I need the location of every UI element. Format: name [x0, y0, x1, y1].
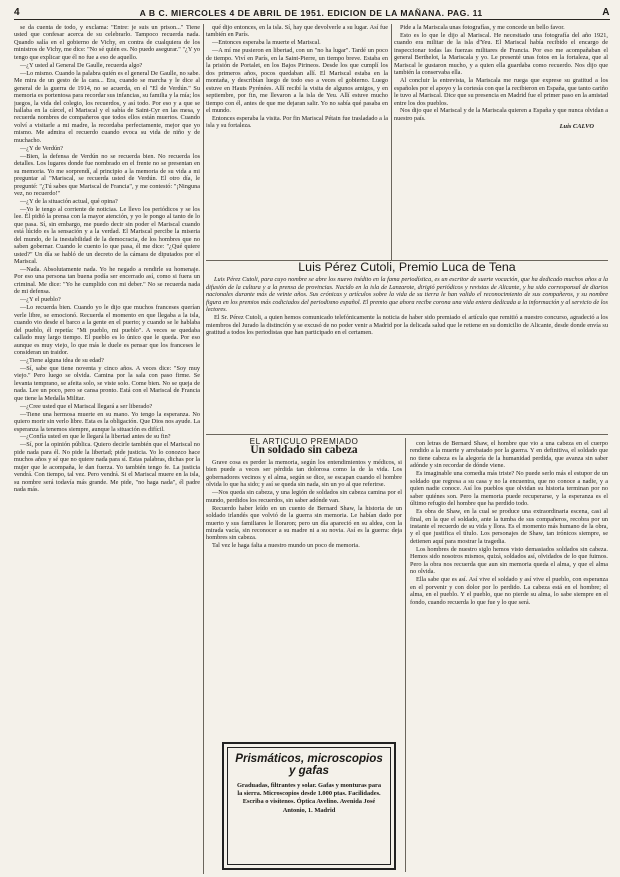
interview-paragraph: Pide a la Mariscala unas fotografías, y me concede un bello favor. [400, 24, 565, 31]
section-divider [206, 434, 608, 435]
interview-paragraph: —Sí, sabe que tiene noventa y cinco años. A veces dice: "Soy muy viejo." Pero luego se olvida. Camina por la sala con paso firme. Se levanta temprano, se afeita solo, se viste solo. Come bien. No se queja de nada. Lee un poco, pero se cansa pronto. Está con el Mariscal de Francia que tiene la Medalla Militar. [14, 364, 200, 402]
interview-paragraph: —¿Confía usted en que le llegará la libertad antes de su fin? [20, 433, 171, 441]
article-paragraph: Los hombres de nuestro siglo hemos visto demasiados soldados sin cabeza. Hemos sido nosotros mismos, quizá, soldados así, olvidados de lo que fuimos. Pero la obra nos recuerda que aun sin memoria queda el alma, y que el alma no olvida. [410, 545, 608, 576]
advertisement-frame [227, 747, 391, 865]
article-title: Un soldado sin cabeza [250, 444, 358, 457]
interview-column [14, 24, 200, 874]
interview-paragraph: —¿Cree usted que el Mariscal llegará a ser liberado? [20, 402, 153, 410]
interview-paragraph: —Nada. Absolutamente nada. Yo he negado a rendirle su homenaje. Por eso una persona tan buena podía ser encerrado así, como si fuera un criminal. Me dice: "Yo he cumplido con mi deber." No se recuerda nada de mi defensa. [14, 266, 200, 296]
interview-paragraph: Al concluir la entrevista, la Mariscala me ruega que exprese su gratitud a los españoles por el apoyo y la cortesía con que la recibieron en España, que tanto cariño le tuvo al Mariscal. Dice que su presencia en Madrid fue el primer paso en la amistad entre los dos pueblos. [394, 77, 608, 107]
interview-paragraph: Entonces esperaba la visita. Por fin Mariscal Pétain fue trasladado a la isla y su fortaleza. [206, 114, 388, 130]
article-paragraph: Ella sabe que es así. Así vive el soldado y así vive el pueblo, con esperanza en el porvenir y con dolor por lo perdido. La cabeza está en el hombre; el alma, en el pueblo. Y el pueblo, que no pierde su alma, lo sabe siempre en el fondo, cuando recuerda lo que fue y lo que será. [410, 576, 608, 606]
author-signature: Luis CALVO [559, 123, 594, 131]
article-paragraph: —Nos queda sin cabeza, y una legión de soldados sin cabeza camina por el mundo, perdidos los recuerdos, sin saber adónde van. [206, 489, 402, 504]
interview-paragraph: —Yo le tengo al corriente de noticias. Le llevo los periódicos y se los lee. Él pidió la prensa con la mayor atención, y yo le pongo al tanto de lo que pasa. Sí, sin embargo, me puedo decir sin poder el Mariscal cuando está lúcido es la sensación y a la verdad. El Mariscal percibe la miseria del mundo, de la inestabilidad de la democracia, de los hombres que no saben gobernar. Cuando le cuento lo que pasa, él me dice: "¿Qué quiere usted?" Un día se habló de un decreto de la cámara de diputados por el Mariscal. [14, 205, 200, 266]
column-divider [203, 24, 204, 874]
prize-body: El Sr. Pérez Cutoli, a quien hemos comunicado telefónicamente la noticia de haber sido premiado el artículo que remitió a nuestro concurso, agradeció a los miembros del Jurado la distinción y se excusó de no poder venir a Madrid por la delicada salud que le retiene en su domicilio de Alicante, desde donde envía su gratitud a todos los periodistas que han participado en el certamen. [206, 314, 608, 337]
interview-paragraph: —Sí, por la opinión pública. Quiero decirle también que el Mariscal no pide nada para él. No pide la libertad; pide justicia. Yo lo conozco hace muchos años y sé que no quiere nada para sí. Estas palabras, dichas por la mujer que le acompaña, le dan fuerza. Yo también tengo fe. La justicia vendrá. Con tiempo, tal vez. Pero vendrá. Si el Mariscal muere en la isla, su nombre será todavía más grande. Me pide, "no haga nada", él padre nada más. [14, 441, 200, 494]
article-paragraph: Tal vez le haga falta a nuestro mundo un poco de memoria. [212, 542, 360, 550]
interview-paragraph: —Bien, la defensa de Verdún no se recuerda bien. No recuerda los detalles. Los lugares donde fue nombrado en el frente no se presentan en su memoria. Yo me sorprendí, al principio a la memoria de su vida a mi preguntar al "Mariscal, se recuerda usted de Verdún. El otro día, le pregunté: "¿Tú sabes que Mariscal de Francia", y me contestó: "¡Ninguna vez, no recuerdo!" [14, 152, 200, 197]
interview-paragraph: —¿Y de la situación actual, qué opina? [20, 197, 118, 205]
article-paragraph: Recuerdo haber leído en un cuento de Bernard Shaw, la historia de un soldado irlandés que volvió de la guerra sin memoria. Le habían dado por muerto y sus familiares le lloraron; pero un día apareció en su aldea, con la mirada vacía, sin reconocer a su madre ni a su novia. Así es la guerra: deja hombres sin cabeza. [206, 504, 402, 542]
interview-paragraph: —¿Tiene alguna idea de su edad? [20, 356, 104, 364]
interview-paragraph: —Entonces esperaba la muerte el Mariscal. [212, 39, 321, 47]
mariscala-column [394, 24, 608, 272]
prize-title: Luis Pérez Cutoli, Premio Luca de Tena [298, 262, 516, 274]
interview-paragraph: —¿Y el pueblo? [20, 296, 61, 304]
interview-paragraph: Esto es lo que le dijo al Mariscal. He necesitado una fotografía del año 1921, cuando era militar de la isla d'Yeu. El Mariscal había recibido el encargo de inspeccionar todas las fuerzas militares de Francia. Por eso me acompañaban el general Berthelot, la Mariscala y yo. Le presenté unas fotos en la fortaleza, que al Mariscal le gustaron mucho, y a quien ella guardaba como recuerdo. Nos dijo que también la conservaba ella. [394, 31, 608, 77]
optics-advertisement [222, 742, 396, 870]
interview-paragraph: —Lo recuerda bien. Cuando yo le dijo que muchos franceses querían verle libre, se emocionó. Recuerda el momento en que llegaba a la isla, cuando vio desde el barco a la gente en el puerto; y cuando se le hablaba del pueblo, él repetía: "Mi pueblo, mi pueblo". A veces se quedaba callado muy largo tiempo. El pueblo es lo único que le queda. Por eso aunque es muy viejo, lo que más le duele es pensar que los franceses le consideran un traidor. [14, 304, 200, 356]
article-paragraph: Es imaginable una comedia más triste? No puede serlo más el estupor de un soldado que regresa a su casa y no la encuentra, que no conoce a nadie, y a quien nadie conoce. Así los pueblos que olvidan su historia terminan por no saber quiénes son. Pero la memoria puede recuperarse, y la esperanza es el último refugio del hombre que ha perdido todo. [410, 470, 608, 508]
header-right-mark: A [602, 7, 610, 18]
prize-intro: Luis Pérez Cutoli, para cuyo nombre se abre los nuevo inédito en la fama periodística, es un escritor de suerte vocación, que ha dedicado muchos años a la difusión de la cultura y a la prensa de provincias. Nacido en la isla de Lanzarote, dirigió periódicos y revistas de Alicante, y ha sido corresponsal de diarios nacionales durante más de veinte años. Sus crónicas y artículos sobre la vida de su tierra le han valido el reconocimiento de sus compañeros, y su nombre figura en los premios más codiciados del periodismo español. El premio que ahora recibe corona una vida entera dedicada a la información y al servicio de los lectores. [206, 276, 608, 314]
interview-paragraph: —Tiene una hermosa muerte en su mano. Yo tengo la esperanza. No quiero morir sin verlo libre. Esta es la obligación. Que Dios nos ayude. La esperanza la tenemos siempre, aunque la situación es difícil. [14, 410, 200, 433]
prize-announcement [206, 262, 608, 434]
interview-continuation-column [206, 24, 388, 262]
interview-paragraph: qué dijo entonces, en la isla. Sí, hay que devolverle a su lugar. Así fue también en París. [206, 24, 388, 39]
column-divider [405, 438, 406, 872]
header-text: A B C. MIERCOLES 4 DE ABRIL DE 1951. EDICION DE LA MAÑANA. PAG. 11 [139, 7, 483, 18]
interview-paragraph: Nos dijo que el Mariscal y de la Mariscala quieren a España y que nunca olvidan a nuestro país. [394, 107, 608, 122]
interview-paragraph: —Lo mismo. Cuando la palabra quién es el general De Gaulle, no sabe. Me mira de un gesto de la cara... Era, cuando se marcha y le dice al general de la guerra de 1914, no se acuerda, en el "El de Verdún." Su memoria es portentosa para recordar sus infancias, su familia y la mía; los juegos, la vida del colegio, los recuerdos, y así todo. Por eso y a que se hallaba en la cárcel, el Mariscal y el sabía de Saint-Cyr en las mesa, y recuerda nombres de compañeros que todos ellos están muertos. Cuando volví a visitarle a mi madre, la recordaba perfectamente, mejor que yo mismo. Me admira el recuerdo cuando evoca su vida de niño y de muchacho. [14, 69, 200, 144]
section-divider [206, 260, 608, 261]
article-paragraph: Grave cosa es perder la memoria, según los entendimientos y médicos, si bien puede a veces ser pérdida tan dolorosa como la de la vida. Los gobernadores vecinos y el alma, según se dice, se escapan cuando el hombre olvida lo que ha sido; y así se queda sin nada, sin un yo al que referirse. [206, 458, 402, 489]
article-paragraph: Es obra de Shaw, en la cual se produce una extraordinaria escena, casi al final, en la que el soldado, ante la tumba de sus compañeros, recobra por un instante el recuerdo de su vida y llora. Es el momento más humano de la obra, y el que justifica el título. Los personajes de Shaw, tan irónicos siempre, se detienen aquí para mostrar la tragedia. [410, 508, 608, 545]
interview-paragraph: —¿Y usted al General De Gaulle, recuerda algo? [20, 61, 143, 69]
section-heading: EL ARTICULO PREMIADO [249, 437, 359, 446]
interview-paragraph: —A mí me pusieron en libertad, con un "no ha lugar". Tardé un poco de tiempo. Viví en París, en la Saint-Pierre, un tiempo breve. Estaba en la prisión de Portalet, en los Bajos Pirineos. Desde los que cumplí los dos primeros años, pocos quedaban allí. El Mariscal estaba en la montaña, y describían luego de todo eso a veces el gobierno. Luego estuve en Hauts Pyrénées. Allí recibí la visita de algunos amigos, y en septiembre, por fin, me llevaron a la isla de Yeu. Allí estuve mucho tiempo con él, antes de que me dejaran salir. Yo no sabía qué pasaba en el mundo. [206, 47, 388, 114]
article-column [206, 436, 402, 736]
article-continuation-column [410, 440, 608, 870]
advertisement-title: Prismáticos, microscopios y gafas [235, 752, 383, 777]
header-left-mark: 4 [14, 7, 21, 18]
article-paragraph: con letras de Bernard Shaw, el hombre que vio a una cabeza en el cuerpo rendido a la muerte y arrebatado por la guerra. Y en definitiva, el soldado que no tiene cabeza es la alegoría de la humanidad perdida, que avanza sin saber adónde y sin recordar de dónde viene. [410, 440, 608, 470]
interview-paragraph: —¿Y de Verdún? [20, 144, 64, 152]
page-header [14, 6, 610, 20]
advertisement-text: Graduadas, filtrantes y solar. Gafas y monturas para la sierra. Microscopios desde 1.000 ptas. Facilidades. Escriba o visítenos. Óptica Avelino. Avenida José Antonio, 1. Madrid [236, 782, 382, 814]
interview-paragraph: se da cuenta de todo, y exclama: "Entre: je suis un prison..." Tiene usted que confesar acerca de su celebrarlo. Tampoco recuerda nada. Quando salía en el gobierno de Vichy, en contra de cualquiera de los ministros de Vichy, me dice: "No sé quién es. No puedo asegurar." "¿Y yo tengo que explicar que él no fue a eso de aquello. [14, 24, 200, 61]
column-divider [391, 24, 392, 260]
